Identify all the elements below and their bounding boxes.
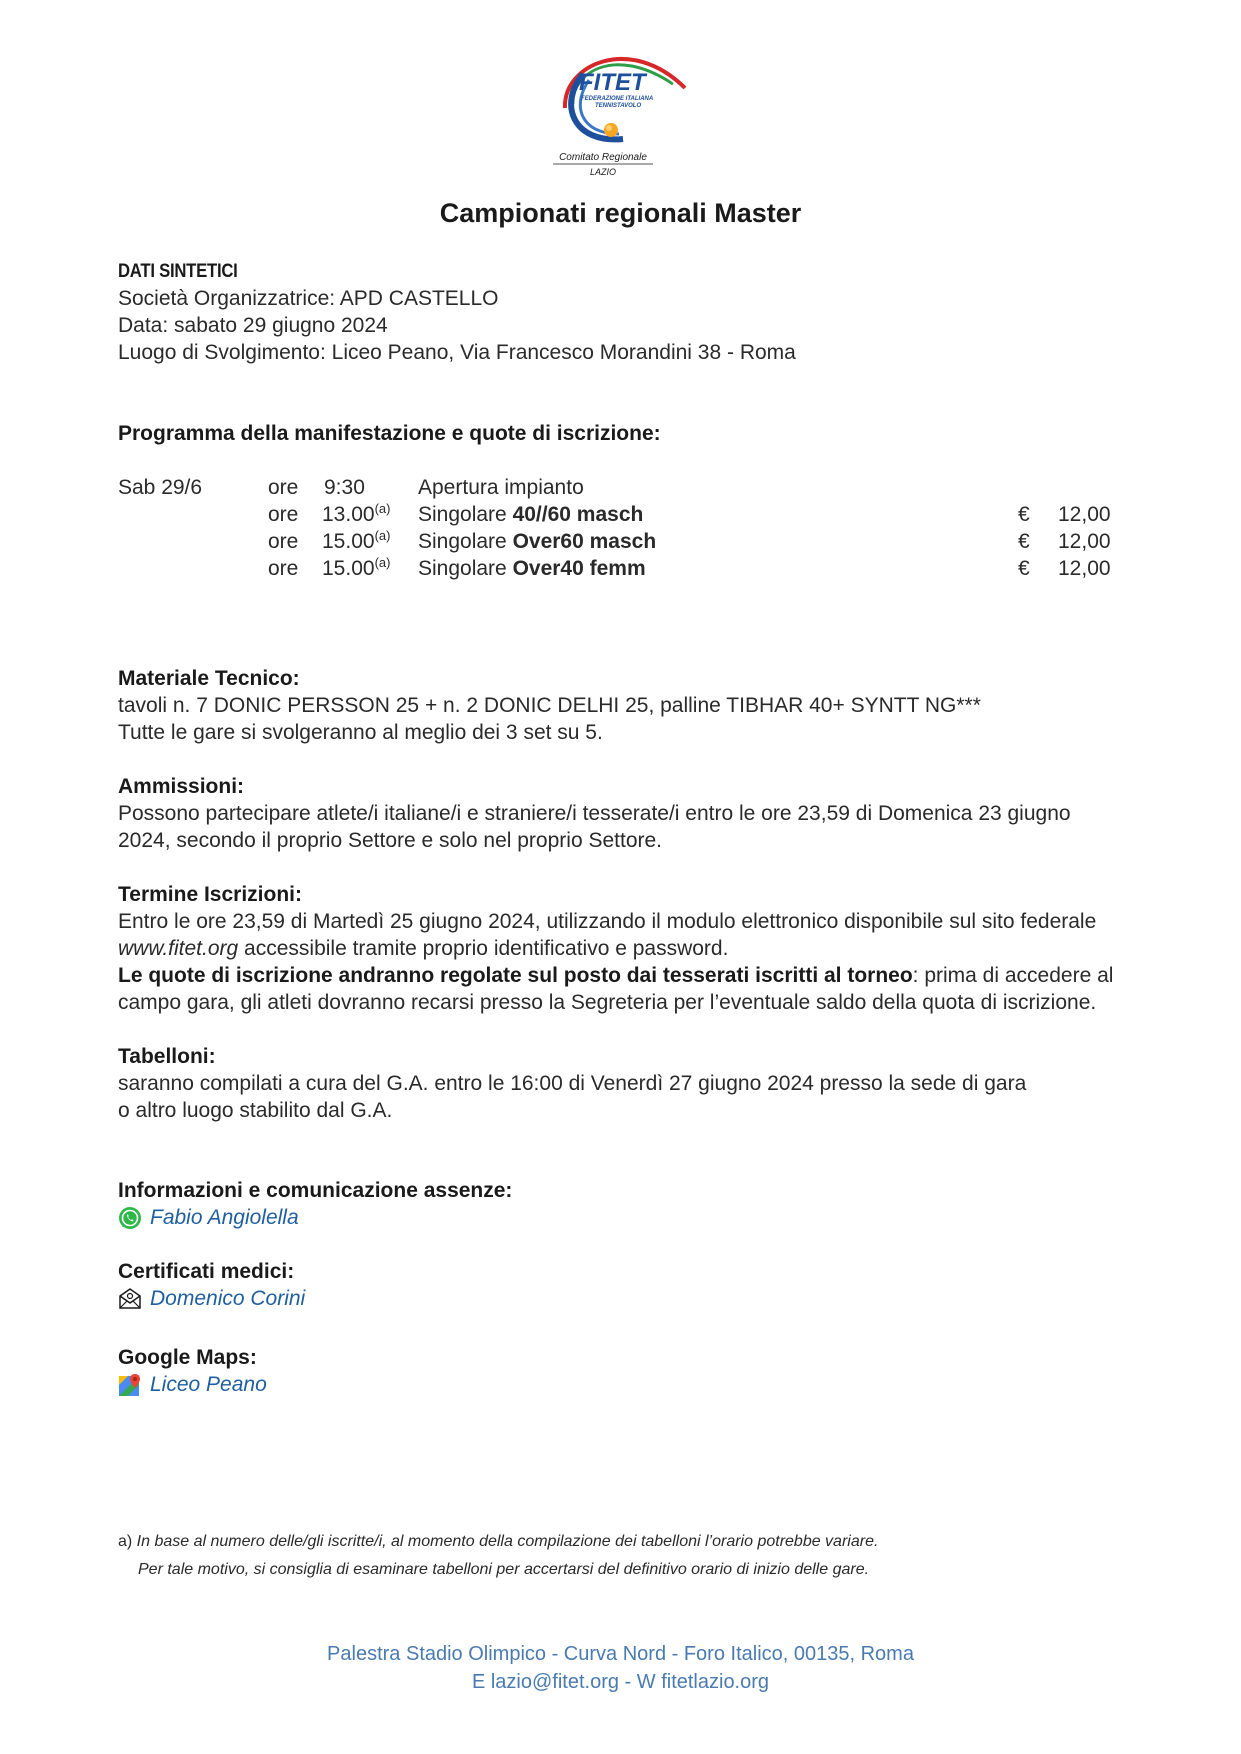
program-row — [118, 557, 1118, 584]
ammissioni-line: 2024, secondo il proprio Settore e solo nel proprio Settore. — [118, 829, 663, 852]
footnote-line: a) In base al numero delle/gli iscritte/i, al momento della compilazione dei tabelloni l’orario potrebbe variare. — [118, 1533, 879, 1550]
info-section — [118, 1177, 512, 1232]
maps-contact[interactable] — [118, 1373, 267, 1399]
termine-line: Le quote di iscrizione andranno regolate sul posto dai tesserati iscritti al torneo: prima di accedere al — [118, 964, 1114, 987]
summary-heading: DATI SINTETICI — [118, 261, 238, 282]
materiale-heading: Materiale Tecnico: — [118, 667, 300, 690]
footnote-line: Per tale motivo, si consiglia di esaminare tabelloni per accertarsi del definitivo orario di inizio delle gare. — [138, 1561, 870, 1578]
program-row — [118, 503, 1118, 530]
fitet-logo-graphic — [553, 44, 693, 184]
cert-section — [118, 1258, 305, 1313]
program-heading: Programma della manifestazione e quote di iscrizione: — [118, 422, 661, 445]
tabelloni-section — [118, 1043, 1026, 1124]
program-currency: € — [1018, 503, 1030, 526]
program-currency: € — [1018, 530, 1030, 553]
termine-section — [118, 881, 1113, 1016]
envelope-icon — [118, 1287, 142, 1311]
materiale-line: tavoli n. 7 DONIC PERSSON 25 + n. 2 DONIC DELHI 25, palline TIBHAR 40+ SYNTT NG*** — [118, 694, 981, 717]
tabelloni-heading: Tabelloni: — [118, 1045, 216, 1068]
summary-date: Data: sabato 29 giugno 2024 — [118, 314, 388, 337]
program-fee: 12,00 — [1058, 557, 1111, 580]
termine-line: Entro le ore 23,59 di Martedì 25 giugno 2024, utilizzando il modulo elettronico disponibile sul sito federale — [118, 910, 1097, 933]
maps-section — [118, 1344, 267, 1399]
program-currency: € — [1018, 557, 1030, 580]
cert-heading: Certificati medici: — [118, 1260, 295, 1283]
page-footer — [0, 1640, 1241, 1696]
google-maps-icon — [118, 1373, 142, 1397]
page-title: Campionati regionali Master — [439, 198, 802, 228]
footnote — [118, 1528, 1118, 1584]
program-event: Singolare 40//60 masch — [418, 503, 644, 526]
program-day: Sab 29/6 — [118, 476, 203, 499]
summary-section — [118, 258, 796, 366]
info-contact-link[interactable]: Fabio Angiolella — [150, 1206, 299, 1229]
svg-text:LAZIO: LAZIO — [589, 167, 617, 177]
svg-text:TENNISTAVOLO: TENNISTAVOLO — [595, 103, 642, 109]
program-time: 15.00$^{(a)}$ — [322, 555, 391, 580]
info-contact[interactable] — [118, 1206, 512, 1232]
ammissioni-heading: Ammissioni: — [118, 775, 245, 798]
program-ore: ore — [268, 476, 299, 499]
summary-organizer: Società Organizzatrice: APD CASTELLO — [118, 287, 499, 310]
tabelloni-line: saranno compilati a cura del G.A. entro le 16:00 di Venerdì 27 giugno 2024 presso la sede di gara — [118, 1072, 1027, 1095]
program-event: Apertura impianto — [418, 476, 584, 499]
materiale-section — [118, 665, 981, 746]
tabelloni-line: o altro luogo stabilito dal G.A. — [118, 1099, 393, 1122]
materiale-line: Tutte le gare si svolgeranno al meglio dei 3 set su 5. — [118, 721, 603, 744]
program-fee: 12,00 — [1058, 530, 1111, 553]
ammissioni-line: Possono partecipare atlete/i italiane/i e straniere/i tesserate/i entro le ore 23,59 di Domenica 23 giugno — [118, 802, 1071, 825]
program-row — [118, 530, 1118, 557]
cert-contact-link[interactable]: Domenico Corini — [150, 1287, 306, 1310]
program-row — [118, 476, 1118, 503]
footer-contact: E lazio@fitet.org - W fitetlazio.org — [471, 1671, 770, 1693]
svg-text:FEDERAZIONE ITALIANA: FEDERAZIONE ITALIANA — [581, 96, 654, 102]
program-time: 9:30 — [324, 476, 365, 499]
program-event: Singolare Over40 femm — [418, 557, 646, 580]
fitet-logo — [553, 44, 693, 184]
termine-heading: Termine Iscrizioni: — [118, 883, 302, 906]
program-ore: ore — [268, 503, 299, 526]
summary-venue: Luogo di Svolgimento: Liceo Peano, Via Francesco Morandini 38 - Roma — [118, 341, 796, 364]
program-time: 15.00$^{(a)}$ — [322, 528, 391, 553]
ammissioni-section — [118, 773, 1071, 854]
footer-address: Palestra Stadio Olimpico - Curva Nord - Foro Italico, 00135, Roma — [327, 1643, 914, 1665]
program-ore: ore — [268, 557, 299, 580]
maps-heading: Google Maps: — [118, 1346, 257, 1369]
svg-text:FITET: FITET — [579, 69, 646, 96]
svg-text:Comitato Regionale: Comitato Regionale — [559, 152, 647, 163]
program-event: Singolare Over60 masch — [418, 530, 657, 553]
maps-link[interactable]: Liceo Peano — [150, 1373, 267, 1396]
program-ore: ore — [268, 530, 299, 553]
termine-line: www.fitet.org accessibile tramite proprio identificativo e password. — [118, 937, 729, 960]
program-time: 13.00$^{(a)}$ — [322, 501, 391, 526]
cert-contact[interactable] — [118, 1287, 305, 1313]
whatsapp-icon — [118, 1206, 142, 1230]
termine-line: campo gara, gli atleti dovranno recarsi presso la Segreteria per l’eventuale saldo della quota di iscrizione. — [118, 991, 1097, 1014]
info-heading: Informazioni e comunicazione assenze: — [118, 1179, 513, 1202]
program-fee: 12,00 — [1058, 503, 1111, 526]
federal-site-link[interactable]: www.fitet.org — [118, 937, 239, 960]
